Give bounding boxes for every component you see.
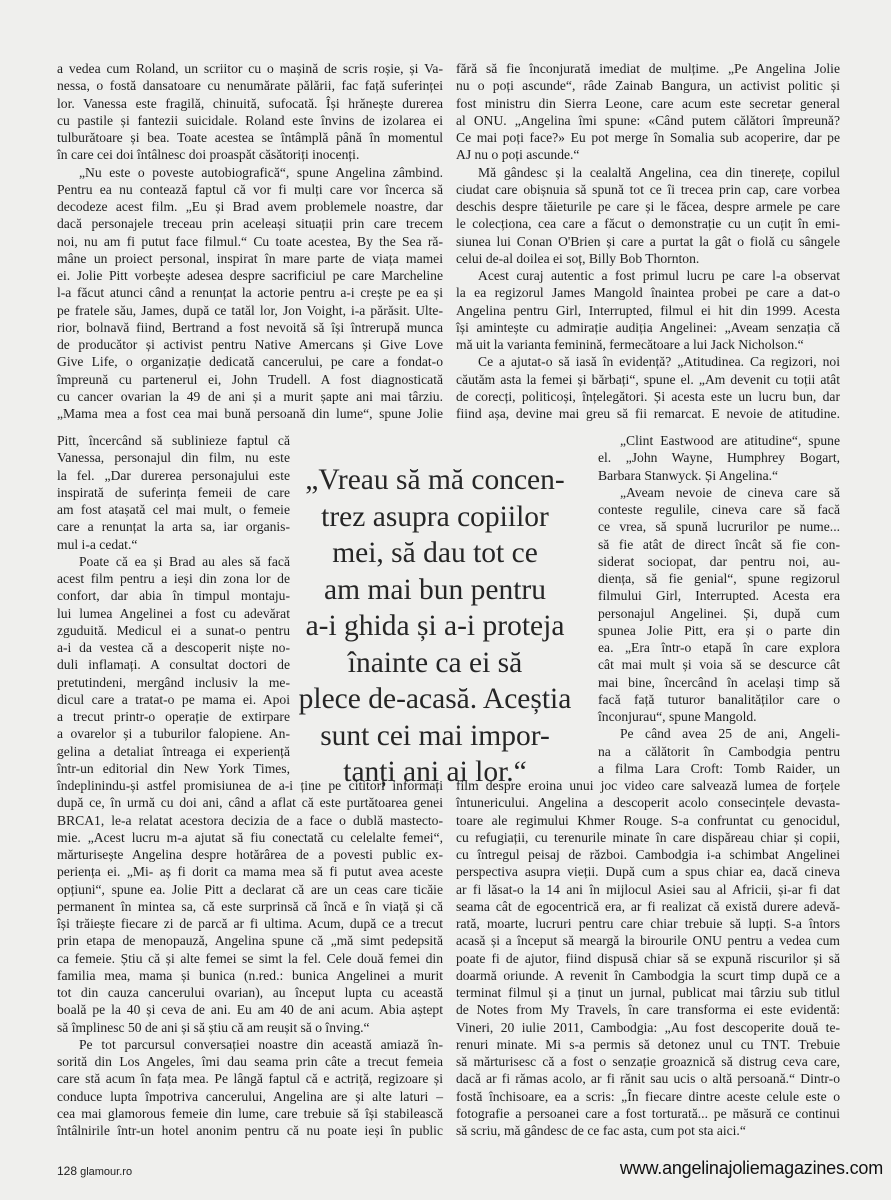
page-folio [57,1164,132,1178]
text-line: cea mai glamorous femeie din lume, care trebuie să își stabilească [57,1105,443,1121]
text-line: Pe când avea 25 de ani, Angeli- [620,726,840,742]
text-line: cât mai mult și voia să se descurce cât [598,657,840,673]
text-line: mâne un proiect personal, inspirat în mare parte de viața mamei [57,250,443,266]
text-line: într-un editorial din New York Times, [57,760,290,776]
text-line: „Aveam nevoie de cineva care să [620,484,840,500]
paragraph [57,553,290,777]
text-line: duli inflamați. A consultat doctori de [57,657,290,673]
text-line: noi, nu am fi putut face filmul.“ Cu toate acestea, By the Sea ră- [57,233,443,249]
text-line: fotografie a persoanei care a fost torturată... pe măsură ce continui [456,1105,840,1121]
text-line: a trecut printr-o operație de extirpare [57,709,290,724]
text-line: dacă ar fi rămas acolo, ar fi rănit sau ucis o altă persoană.“ Dintr-o [456,1071,840,1087]
text-line: îndeplinindu-și astfel promisiunea de a-i ține pe cititori informați [57,778,443,793]
text-line: Ce a ajutat-o să iasă în evidență? „Atitudinea. Ca regizori, noi [478,354,840,370]
text-line: celui de-al doilea ei soț, Billy Bob Thornton. [456,250,700,266]
text-line: care stă acum în fața mea. Pe lângă faptul că e actriță, regizoare și [57,1071,443,1087]
text-line: gelina a detaliat întreaga ei experiență [57,743,290,759]
text-line: poate fi de ajutor, fiind dispusă chiar să se expună riscurilor și să [456,950,840,966]
text-line: seama cât de egocentrică era, ar fi realizat că există durere adevă- [456,898,840,914]
text-line: fără să fie înconjurată imediat de mulțime. „Pe Angelina Jolie [456,61,840,76]
text-line: mărturisește Angelina despre hotărârea de a povesti public ex- [57,847,443,862]
text-line: Poate că ea și Brad au ales să facă [79,553,290,569]
text-line: el. „John Wayne, Humphrey Bogart, [598,450,840,466]
text-line: să mărturisesc că a fost o senzație groaznică să distrug ceva care, [456,1054,840,1069]
text-line: terminat filmul și a ținut un jurnal, publicat mai târziu sub titlul [456,985,840,1000]
text-line: nu o poți ascunde“, râde Zainab Bangura, un activist politic și [456,78,840,94]
text-line: înconjurau“, spune Mangold. [598,709,757,724]
text-line: Pentru ea nu contează faptul că vor fi mulți care vor încerca să [57,181,443,197]
text-line: acasă și a început să meargă la birourile ONU pentru a vedea cum [456,933,840,949]
pull-quote-line: tanți ani ai lor.“ [343,756,527,788]
text-line: de corecți, politicoși, înțelegători. Și acesta este un lucru bun, dar [456,388,840,404]
text-line: rată, moarte, lucruri pentru care chiar trebuie să lupți. S-a întors [456,916,840,931]
paragraph [598,432,840,484]
text-line: Acest curaj autentic a fost primul lucru pe care l-a observat [478,268,840,283]
text-line: dicul care a tratat-o pe mama ei. Apoi [57,691,290,707]
text-line: Give Life, o organizație dedicată cancerului, pe care a fondat-o [57,354,443,370]
text-line: căutăm asta la femei și bărbați“, spune el. „Am devenit cu toții atât [456,371,840,387]
text-line: facă față tuturor banalităților care o [598,691,840,707]
text-line: împreună cu partenerul ei, John Trudell. A fost diagnosticată [57,371,443,387]
text-line: a-i da vestea că a descoperit niște no- [57,640,290,655]
pull-quote-line: „Vreau să mă concen- [305,464,565,496]
text-line: confort, dar abia în timpul montaju- [57,588,290,604]
text-line: decodeze acest film. „Eu și Brad avem problemele noastre, dar [57,199,443,214]
pull-quote-line: plece de-acasă. Aceștia [298,683,572,715]
text-line: întunericului. Angelina a descoperit acolo consecințele devasta- [456,795,840,811]
text-line: pe fratele său, James, după ce tatăl lor, Jon Voight, i-a părăsit. Ulte- [57,302,443,318]
watermark-url: www.angelinajoliemagazines.com [619,1158,883,1178]
text-line: a filma Lara Croft: Tomb Raider, un [598,760,840,776]
text-line: conteste regulile, cineva care să facă [598,502,840,517]
text-line: siunea lui Conan O'Brien și care a purtat la gât o fiolă cu sângele [456,233,840,249]
right-column-middle [598,432,840,777]
text-line: al ONU. „Angelina îmi spune: «Când putem călători împreună? [456,112,840,128]
text-line: ca femeie. Știu că și alte femei se simt la fel. Cele două femei din [57,950,443,966]
text-line: care a renunțat la arta sa, iar organis- [57,519,290,535]
pull-quote-line: am mai bun pentru [323,573,546,606]
pull-quote-line: sunt cei mai impor- [320,719,550,752]
pull-quote [285,462,585,791]
text-line: AJ nu o poți ascunde.“ [456,147,580,163]
text-line: mai bine, încercând în același timp să [598,674,840,690]
text-line: periența ei. „Mi- aș fi dorit ca mama mea să fi putut avea aceste [57,864,443,880]
text-line: a vedea cum Roland, un scriitor cu o mașină de scris roșie, și Va- [57,61,443,76]
text-line: mul i-a cedat.“ [57,536,138,552]
text-line: lui lumea Angelinei a fost cu adevărat [57,605,290,621]
text-line: boală pe la 40 și ceva de ani. Eu am 40 de ani acum. Abia aștept [57,1002,443,1018]
paragraph [456,353,840,422]
text-line: Pe tot parcursul conversației noastre din această amiază în- [79,1036,443,1052]
text-line: „Mama mea a fost cea mai bună persoană din lume“, spune Jolie [57,406,443,421]
text-line: de producător și activist pentru Native Amercans și Give Love [57,337,443,352]
text-line: renuri minate. Mi s-a permis să detonez unul cu TNT. Trebuie [456,1036,840,1052]
text-line: lor. Vanessa este fragilă, chinuită, sufocată. Își hrănește durerea [57,95,443,111]
text-line: familia mea, mama și bunica (n.red.: bunica Angelinei a murit [57,967,443,983]
paragraph [598,725,840,777]
text-line: „Clint Eastwood are atitudine“, spune [620,433,840,448]
paragraph [598,484,840,726]
paragraph [456,164,840,268]
paragraph [57,432,290,553]
text-line: la fel. „Dar durerea personajului este [57,467,290,483]
text-line: cu pastile și fantezii suicidale. Roland este învins de izolarea ei [57,112,443,128]
text-line: fostă închisoare, ea a scris: „În fiecare dintre aceste celule este o [456,1088,840,1104]
left-column-bottom [57,777,443,1139]
text-line: ea. „Era într-o etapă în care explora [598,640,840,655]
text-line: fiind așa, devine mai greu să fii remarcat. E nevoie de atitudine. [456,406,840,421]
text-line: Vanessa, personajul din film, nu este [57,450,290,466]
paragraph [456,60,840,164]
text-line: spunea Jolie Pitt, era și o parte din [598,622,840,638]
text-line: tot din cauza cancerului ovarian), au început lupta cu această [57,985,443,1000]
text-line: să fie atât de direct încât să fie con- [598,536,840,552]
right-column-bottom [456,777,840,1139]
text-line: „Nu este o poveste autobiografică“, spune Angelina zâmbind. [79,164,443,180]
text-line: conduce lupta împotriva cancerului, Angelina are și alte laturi – [57,1088,443,1104]
text-line: diența, să fie genial“, spune regizorul [598,571,840,586]
text-line: la ea regizorul James Mangold înaintea probei pe care a dat-o [456,285,840,301]
text-line: toare ale regimului Khmer Rouge. S-a confruntat cu genocidul, [456,812,840,828]
text-line: acest film pentru a ieși din zona lor de [57,571,290,586]
text-line: film despre eroina unui joc video care salvează lumea de forțele [456,778,840,793]
text-line: rior, bolnavă fiind, Bertrand a fost nevoită să își întrerupă munca [57,319,443,335]
left-column-middle [57,432,290,777]
text-line: opțiuni“, spune ea. Jolie Pitt a declarat că are un ceas care ticăie [57,881,443,897]
text-line: BRCA1, le-a relatat acestora decizia de a face o dublă mastecto- [57,812,443,828]
text-line: ar fi lăsat-o la 14 ani în mijlocul Asiei sau al Africii, și-ar fi dat [456,881,840,897]
text-line: cu întregul peisaj de război. Cambodgia i-a schimbat Angelinei [456,847,840,862]
text-line: prin etapa de menopauză, Angelina spune că „mă simt pedepsită [57,933,443,949]
right-column-top [456,60,840,422]
text-line: după ce, în urmă cu doi ani, când a aflat că este purtătoarea genei [57,795,443,811]
text-line: dacă personajele treceau prin aceleași situații prin care trecem [57,216,443,232]
paragraph [57,777,443,1036]
text-line: mie. „Acest lucru m-a ajutat să fiu conectată cu celelalte femei“, [57,829,443,845]
pull-quote-line: trez asupra copiilor [321,500,549,533]
pull-quote-line: a-i ghida și a-i proteja [305,610,565,642]
text-line: Pitt, încercând să sublinieze faptul că [57,433,290,448]
text-line: personajul Angelinei. Și, după cum [598,605,840,621]
text-line: Barbara Stanwyck. Și Angelina.“ [598,467,779,483]
left-column-top [57,60,443,422]
paragraph [57,60,443,164]
text-line: tulburătoare și bea. Toate acestea se întâmplă până în momentul [57,130,443,145]
text-line: ciudat care obișnuia să spună tot ce îi trecea prin cap, care vorbea [456,181,840,197]
text-line: na a călătorit în Cambodgia pentru [598,743,840,759]
text-line: Angelina pentru Girl, Interrupted, filmul ei hit din 1999. Acesta [456,302,840,318]
text-line: își trăiește fiecare zi de parcă ar fi ultima. Acum, după ce a trecut [57,916,443,931]
paragraph [57,1036,443,1140]
pull-quote-line: înainte ca ei să [347,646,523,679]
pull-quote-line: mei, să dau tot ce [332,537,538,569]
text-line: în care cei doi întâlnesc doi proaspăt căsătoriți inocenți. [57,147,360,163]
text-line: a ovarelor și a tuburilor falopiene. An- [57,726,290,742]
text-line: inspirată de suferința femeii de care [57,484,290,500]
paragraph [456,267,840,353]
text-line: ei. Jolie Pitt vorbește adesea despre sacrificiul pe care Marcheline [57,268,443,283]
publication-name: glamour.ro [80,1166,133,1178]
text-line: sorită din Los Angeles, îmi dau seama prin câte a trecut femeia [57,1054,443,1069]
text-line: pretutindeni, mergând inclusiv la me- [57,674,290,690]
text-line: permanent în mintea sa, că este surprinsă că încă e în viață și că [57,898,443,914]
text-line: întâlnirile într-un hotel anonim pentru că nu poate ieși în public [57,1123,443,1138]
paragraph [57,164,443,423]
text-line: cu refugiații, cu terenurile minate în care dispăreau chiar și copii, [456,829,840,845]
text-line: de Notes from My Travels, în care transforma ei este evidentă: [456,1002,840,1018]
text-line: își amintește cu admirație audiția Angelinei: „Aveam senzația că [456,319,840,335]
text-line: mă uit la varianta feminină, fermecătoare a lui Jack Nicholson.“ [456,337,804,352]
text-line: doarmă oriunde. A revenit în Cambodgia la scurt timp după ce a [456,967,840,983]
page-number: 128 [57,1164,78,1178]
text-line: să împlinesc 50 de ani și să știu că am reușit să o înving.“ [57,1019,370,1035]
text-line: nessa, o fostă dansatoare cu nenumărate pălării, fac față suferinței [57,78,443,94]
text-line: le colecționa, cea care a făcut o demonstrație cu un cuțit în emi- [456,216,840,232]
text-line: deschis despre tăieturile pe care și le făcea, despre armele pe care [456,199,840,214]
text-line: filmului Girl, Interrupted. Acesta era [598,588,840,604]
text-line: ce vrea, să spună lucrurilor pe nume... [598,519,840,535]
text-line: am fost atașată cel mai mult, o femeie [57,502,290,517]
text-line: Ce mai poți face?» Eu pot merge în Somalia sub acoperire, dar pe [456,130,840,145]
text-line: să scriu, mă gândesc de ce fac asta, cum pot sta aici.“ [456,1123,746,1138]
text-line: fost ministru din Sierra Leone, care acum este secretar general [456,95,840,111]
text-line: zguduită. Medicul ei a sunat-o pentru [57,622,290,638]
paragraph [456,777,840,1139]
text-line: perspectiva asupra vieții. După cum a spus chiar ea, dacă cineva [456,864,840,880]
text-line: Mă gândesc și la cealaltă Angelina, cea din tinerețe, copilul [478,164,840,180]
text-line: cu cancer ovarian la 49 de ani și a murit șapte ani mai târziu. [57,388,443,404]
text-line: l-a făcut atunci când a renunțat la actorie pentru a-i crește pe ea și [57,285,443,301]
text-line: Vineri, 20 iulie 2011, Cambodgia: „Au fost descoperite două te- [456,1019,840,1035]
text-line: siderat sociopat, dar pentru noi, au- [598,553,840,569]
